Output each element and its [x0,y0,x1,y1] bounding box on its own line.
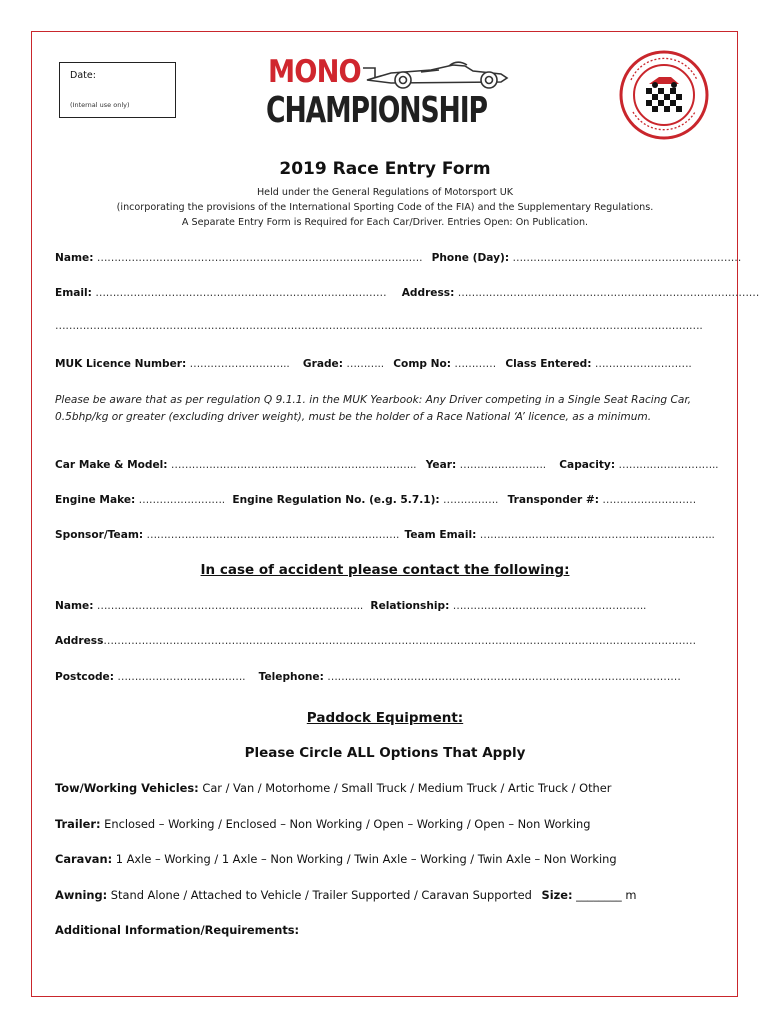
postcode-label: Postcode: [55,671,114,683]
team-email-label: Team Email: [404,529,477,541]
logo-mono-text: MONO [268,54,361,90]
phone-field[interactable]: ………………………………………………………… [512,252,742,264]
transponder-field[interactable]: ……………………… [602,494,696,506]
engine-make-label: Engine Make: [55,494,136,506]
class-entered-label: Class Entered: [505,358,592,370]
relationship-label: Relationship: [370,600,450,612]
awning-options[interactable]: Stand Alone / Attached to Vehicle / Trailer Supported / Caravan Supported [110,888,532,902]
size-unit: m [625,888,637,902]
emergency-address-row [55,635,696,647]
comp-no-label: Comp No: [393,358,452,370]
date-label: Date: [70,70,96,81]
driver-name-label: Name: [55,252,94,264]
monoposto-racing-club-seal-icon [619,50,709,140]
telephone-label: Telephone: [258,671,324,683]
address-field[interactable]: …………………………………………………………………………… [457,287,760,299]
emergency-address-label: Address [55,635,104,647]
address-line-2-row [55,320,703,332]
additional-info-row [55,923,299,937]
size-field[interactable]: ________ [576,888,622,902]
year-label: Year: [425,459,457,471]
comp-no-field[interactable]: ………… [454,358,496,370]
car-make-label: Car Make & Model: [55,459,168,471]
awning-row [55,888,636,902]
internal-use-note: (Internal use only) [70,101,130,109]
emergency-name-row [55,600,646,612]
logo-championship-text: CHAMPIONSHIP [266,90,487,131]
engine-make-field[interactable]: ……………………. [138,494,225,506]
capacity-field[interactable]: ……………………….. [618,459,719,471]
licence-field[interactable]: ……………………….. [189,358,290,370]
sponsor-field[interactable]: ………………………………………………………………. [146,529,400,541]
licence-label: MUK Licence Number: [55,358,187,370]
tow-vehicles-label: Tow/Working Vehicles: [55,781,199,795]
relationship-field[interactable]: ……………………………………………….. [452,600,647,612]
engine-row [55,494,696,506]
capacity-label: Capacity: [559,459,616,471]
awning-label: Awning: [55,888,108,902]
car-make-row [55,459,718,471]
size-label: Size: [541,888,573,902]
caravan-options[interactable]: 1 Axle – Working / 1 Axle – Non Working / Twin Axle – Working / Twin Axle – Non Working [115,852,617,866]
date-box[interactable] [59,62,176,118]
email-label: Email: [55,287,92,299]
postcode-field[interactable]: ………………………………. [117,671,246,683]
trailer-label: Trailer: [55,817,101,831]
grade-label: Grade: [302,358,343,370]
trailer-row [55,817,590,831]
engine-regulation-field[interactable]: ……………. [443,494,499,506]
tow-vehicles-row [55,781,611,795]
intro-line-3: A Separate Entry Form is Required for Each Car/Driver. Entries Open: On Publication. [181,217,589,228]
trailer-options[interactable]: Enclosed – Working / Enclosed – Non Working / Open – Working / Open – Non Working [104,817,591,831]
licence-notice: Please be aware that as per regulation Q 9.1.1. in the MUK Yearbook: Any Driver competing in a Single Seat Racing Car, 0.5bhp/kg or greater (excluding driver weight), must be the holder of a Race National ‘A’ licence, as a minimum. [55,394,692,423]
sponsor-row [55,529,715,541]
caravan-row [55,852,617,866]
emergency-name-field[interactable]: ………………………………………………………………….. [96,600,364,612]
transponder-label: Transponder #: [507,494,600,506]
grade-field[interactable]: ……….. [346,358,384,370]
licence-row [55,358,692,370]
email-row [55,287,759,299]
year-field[interactable]: ……………………. [459,459,546,471]
mono-championship-logo [265,52,520,134]
address-line-2-field[interactable]: ……………………………………………………………………………………………………………………………………………………………………. [55,320,703,332]
form-title: 2019 Race Entry Form [279,159,491,179]
team-email-field[interactable]: ………………………………………………………….. [479,529,715,541]
paddock-heading: Paddock Equipment: [306,710,464,726]
intro-line-2: (incorporating the provisions of the International Sporting Code of the FIA) and the Supplementary Regulations. [116,202,654,213]
engine-regulation-label: Engine Regulation No. (e.g. 5.7.1): [232,494,440,506]
emergency-heading: In case of accident please contact the following: [200,562,570,578]
email-field[interactable]: ………………………………………………………………………… [95,287,387,299]
emergency-address-field[interactable]: ……………………………………………………………………………………………………………………………………………………… [103,635,696,647]
paddock-subheading: Please Circle ALL Options That Apply [244,745,526,761]
tow-vehicles-options[interactable]: Car / Van / Motorhome / Small Truck / Medium Truck / Artic Truck / Other [202,781,612,795]
driver-name-row [55,252,741,264]
telephone-field[interactable]: ………………………………………………………………………………………… [327,671,681,683]
car-make-field[interactable]: …………………………………………………………….. [170,459,417,471]
additional-info-label: Additional Information/Requirements: [55,923,300,937]
driver-name-field[interactable]: …………………………………………………………………………………. [96,252,423,264]
address-label: Address: [401,287,455,299]
emergency-name-label: Name: [55,600,94,612]
phone-label: Phone (Day): [431,252,510,264]
sponsor-label: Sponsor/Team: [55,529,144,541]
class-entered-field[interactable]: ………………………. [594,358,692,370]
caravan-label: Caravan: [55,852,113,866]
postcode-row [55,671,681,683]
intro-line-1: Held under the General Regulations of Motorsport UK [256,187,514,198]
race-car-icon [361,56,511,92]
